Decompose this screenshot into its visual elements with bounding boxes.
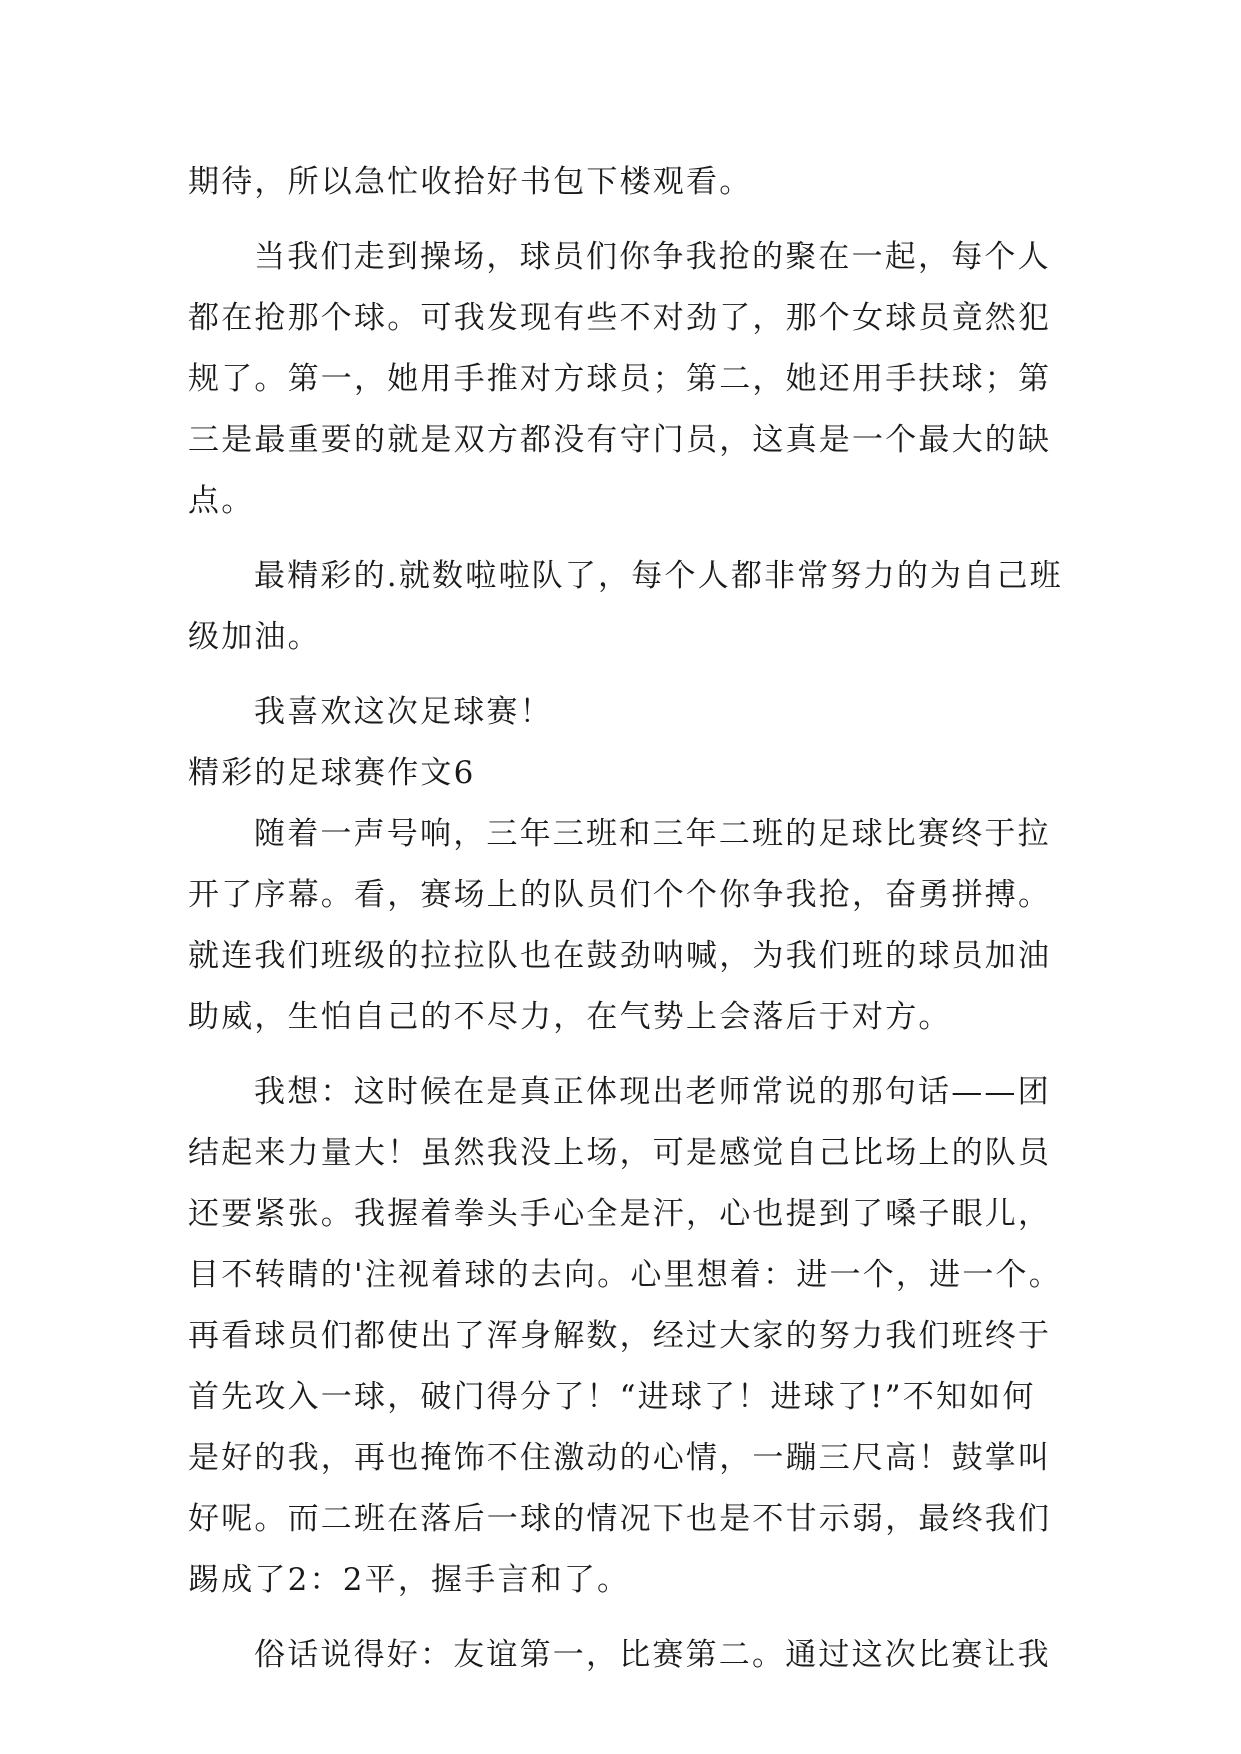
paragraph-spacer [188,532,1068,546]
document-body [188,152,1068,1686]
paragraph-continued: 期待，所以急忙收拾好书包下楼观看。 [188,164,753,200]
paragraph-playground: 当我们走到操场，球员们你争我抢的聚在一起，每个人都在抢那个球。可我发现有些不对劲了，那个女球员竟然犯规了。第一，她用手推对方球员；第二，她还用手扶球；第三是最重要的就是双方都没有守门员，这真是一个最大的缺点。 [188,239,1052,519]
paragraph-spacer [188,213,1068,227]
paragraph-spacer [188,1611,1068,1625]
paragraph-teamwork: 我想：这时候在是真正体现出老师常说的那句话——团结起来力量大！虽然我没上场，可是感觉自己比场上的队员还要紧张。我握着拳头手心全是汗，心也提到了嗓子眼儿，目不转睛的'注视着球的去向。心里想着：进一个，进一个。再看球员们都使出了浑身解数，经过大家的努力我们班终于首先攻入一球，破门得分了！“进球了！进球了!”不知如何是好的我，再也掩饰不住激动的心情，一蹦三尺高！鼓掌叫好呢。而二班在落后一球的情况下也是不甘示弱，最终我们踢成了2：2平，握手言和了。 [188,1074,1062,1598]
paragraph-cheerleaders: 最精彩的.就数啦啦队了，每个人都非常努力的为自己班级加油。 [188,558,1063,655]
essay-title: 精彩的足球赛作文6 [188,755,476,791]
paragraph-spacer [188,1048,1068,1062]
paragraph-spacer [188,668,1068,682]
paragraph-match-start: 随着一声号响，三年三班和三年二班的足球比赛终于拉开了序幕。看，赛场上的队员们个个你争我抢，奋勇拼搏。就连我们班级的拉拉队也在鼓劲呐喊，为我们班的球员加油助威，生怕自己的不尽力，在气势上会落后于对方。 [188,816,1052,1035]
paragraph-proverb: 俗话说得好：友谊第一，比赛第二。通过这次比赛让我 [254,1637,1051,1673]
paragraph-like-match: 我喜欢这次足球赛！ [254,694,553,730]
